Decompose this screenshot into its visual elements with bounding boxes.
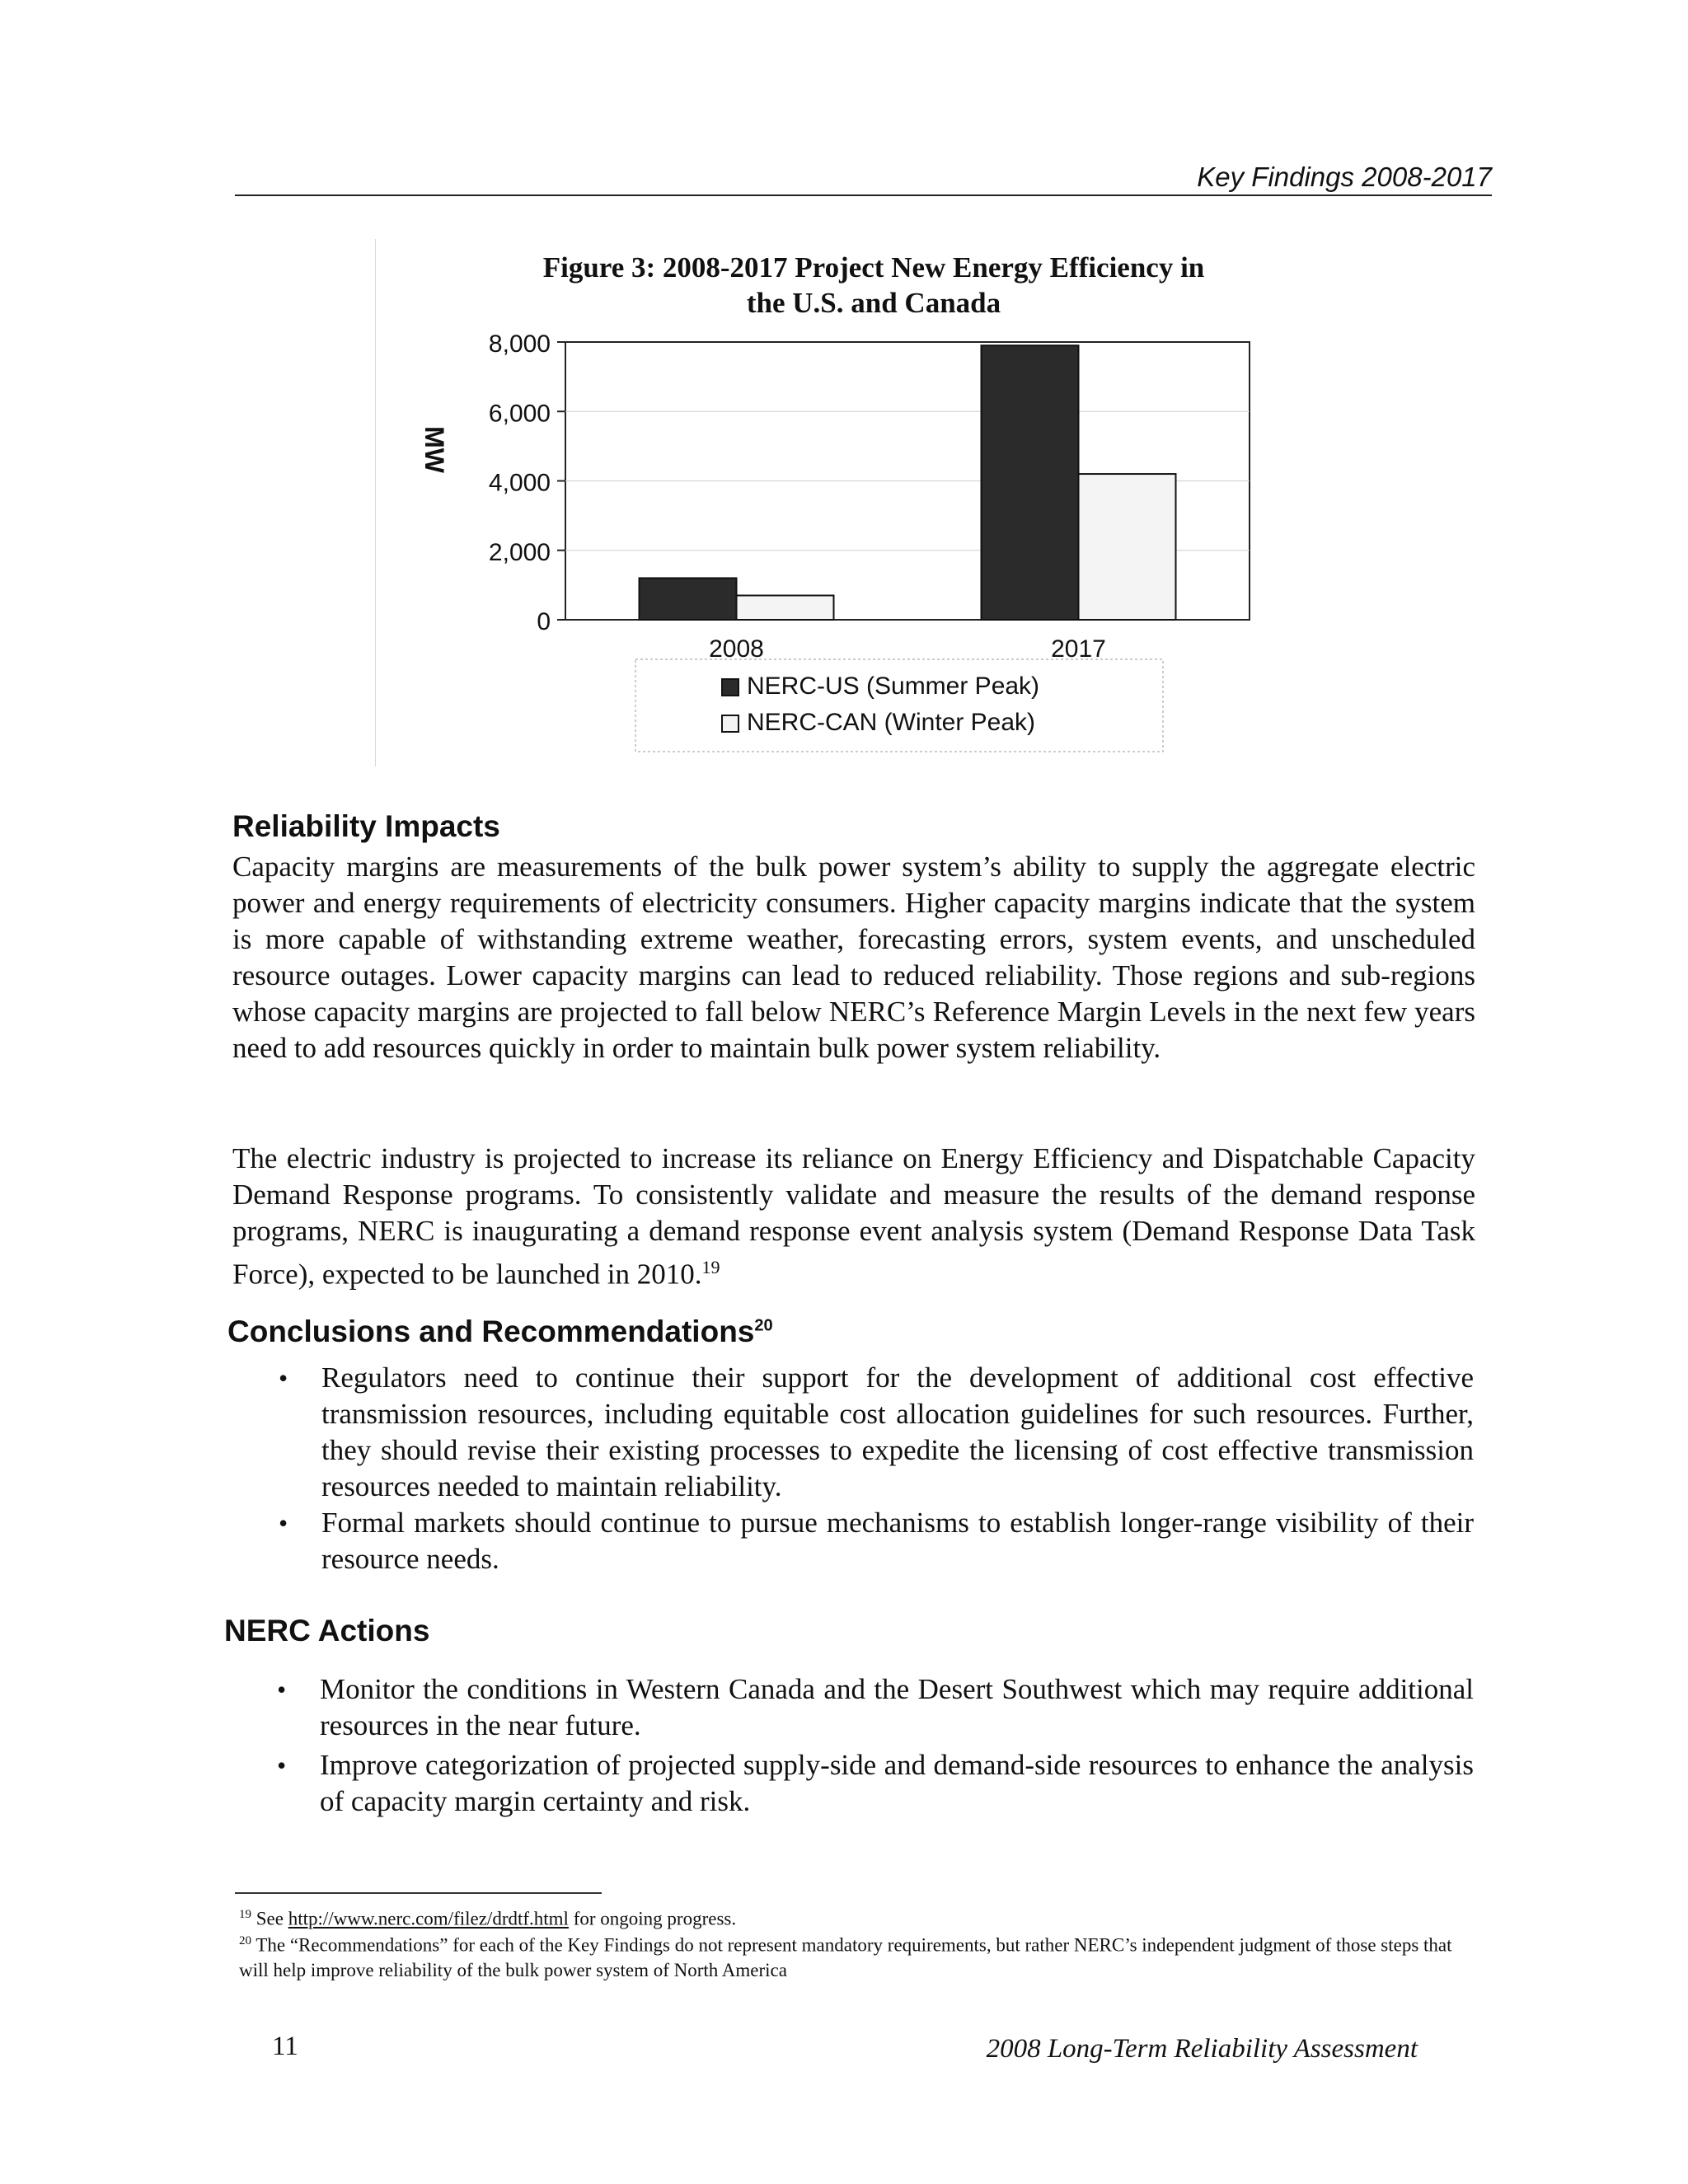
y-tick-label: 0: [537, 608, 551, 635]
action-item: • Monitor the conditions in Western Canada and the Desert Southwest which may require additional resources in the near future.: [262, 1671, 1474, 1744]
footnote-19-number: 19: [239, 1908, 251, 1921]
y-tick-label: 8,000: [488, 330, 551, 358]
y-tick-label: 4,000: [488, 469, 551, 497]
figure-title-line1: Figure 3: 2008-2017 Project New Energy Efficiency in: [542, 251, 1205, 284]
legend-swatch: [722, 679, 738, 696]
x-tick-label: 2008: [709, 635, 764, 663]
conclusions-list: [264, 1360, 1474, 1577]
footnote-20-text: The “Recommendations” for each of the Key Findings do not represent mandatory requirements, but rather NERC’s independent judgment of those steps that will help improve reliability of the bulk power system of North America: [239, 1934, 1452, 1980]
conclusion-item: • Regulators need to continue their support for the development of additional cost effective transmission resources, including equitable cost allocation guidelines for such resources. Further, they should revise their existing processes to expedite the licensing of cost effective transmission resources needed to maintain reliability.: [264, 1360, 1474, 1505]
footnote-19-link[interactable]: http://www.nerc.com/filez/drdtf.html: [288, 1908, 569, 1929]
page-number: 11: [272, 2032, 298, 2061]
footnote-19: [239, 1902, 1459, 1932]
reliability-paragraph-1: Capacity margins are measurements of the bulk power system’s ability to supply the aggregate electric power and energy requirements of electricity consumers. Higher capacity margins indicate that the system is more capable of withstanding extreme weather, forecasting errors, system events, and unscheduled resource outages. Lower capacity margins can lead to reduced reliability. Those regions and sub-regions whose capacity margins are projected to fall below NERC’s Reference Margin Levels in the next few years need to add resources quickly in order to maintain bulk power system reliability.: [232, 851, 1475, 1064]
footnote-rule: [235, 1892, 602, 1894]
bar-2008-0: [640, 578, 737, 620]
footnote-20-number: 20: [239, 1934, 251, 1947]
conclusion-item: • Formal markets should continue to pursue mechanisms to establish longer-range visibility of their resource needs.: [264, 1505, 1474, 1577]
running-header: Key Findings 2008-2017: [1197, 162, 1492, 192]
conclusions-heading-text: Conclusions and Recommendations: [227, 1315, 755, 1348]
legend-entry: NERC-CAN (Winter Peak): [747, 709, 1036, 736]
footnote-ref-20[interactable]: 20: [754, 1316, 773, 1335]
footnote-20: [239, 1929, 1459, 1983]
x-tick-label: 2017: [1051, 635, 1106, 663]
reliability-heading: Reliability Impacts: [232, 809, 500, 843]
y-axis-label: MW: [420, 426, 449, 473]
nerc-actions-heading: NERC Actions: [224, 1614, 430, 1647]
conclusions-heading: [227, 1315, 773, 1349]
footnote-19-suffix: for ongoing progress.: [568, 1908, 737, 1929]
footnote-19-prefix: See: [256, 1908, 288, 1929]
header-rule: [235, 194, 1492, 196]
figure-title-line2: the U.S. and Canada: [746, 287, 1001, 319]
reliability-paragraph-2-text: The electric industry is projected to increase its reliance on Energy Efficiency and Dispatchable Capacity Demand Response programs. To consistently validate and measure the results of the demand response programs, NERC is inaugurating a demand response event analysis system (Demand Response Data Task Force), expected to be launched in 2010.: [232, 1142, 1475, 1291]
footnote-ref-19[interactable]: 19: [701, 1257, 720, 1277]
legend-swatch: [722, 715, 738, 732]
bar-2017-0: [982, 345, 1079, 620]
y-tick-label: 2,000: [488, 538, 551, 566]
bar-2008-1: [737, 596, 834, 620]
figure-title: [462, 250, 1286, 321]
nerc-actions-list: [262, 1671, 1474, 1820]
reliability-paragraph-2: [232, 1141, 1475, 1293]
bar-2017-1: [1079, 474, 1176, 620]
legend-entry: NERC-US (Summer Peak): [747, 673, 1040, 700]
action-item: • Improve categorization of projected supply-side and demand-side resources to enhance the analysis of capacity margin certainty and risk.: [262, 1747, 1474, 1820]
y-tick-label: 6,000: [488, 400, 551, 428]
footer-title: 2008 Long-Term Reliability Assessment: [986, 2034, 1418, 2064]
